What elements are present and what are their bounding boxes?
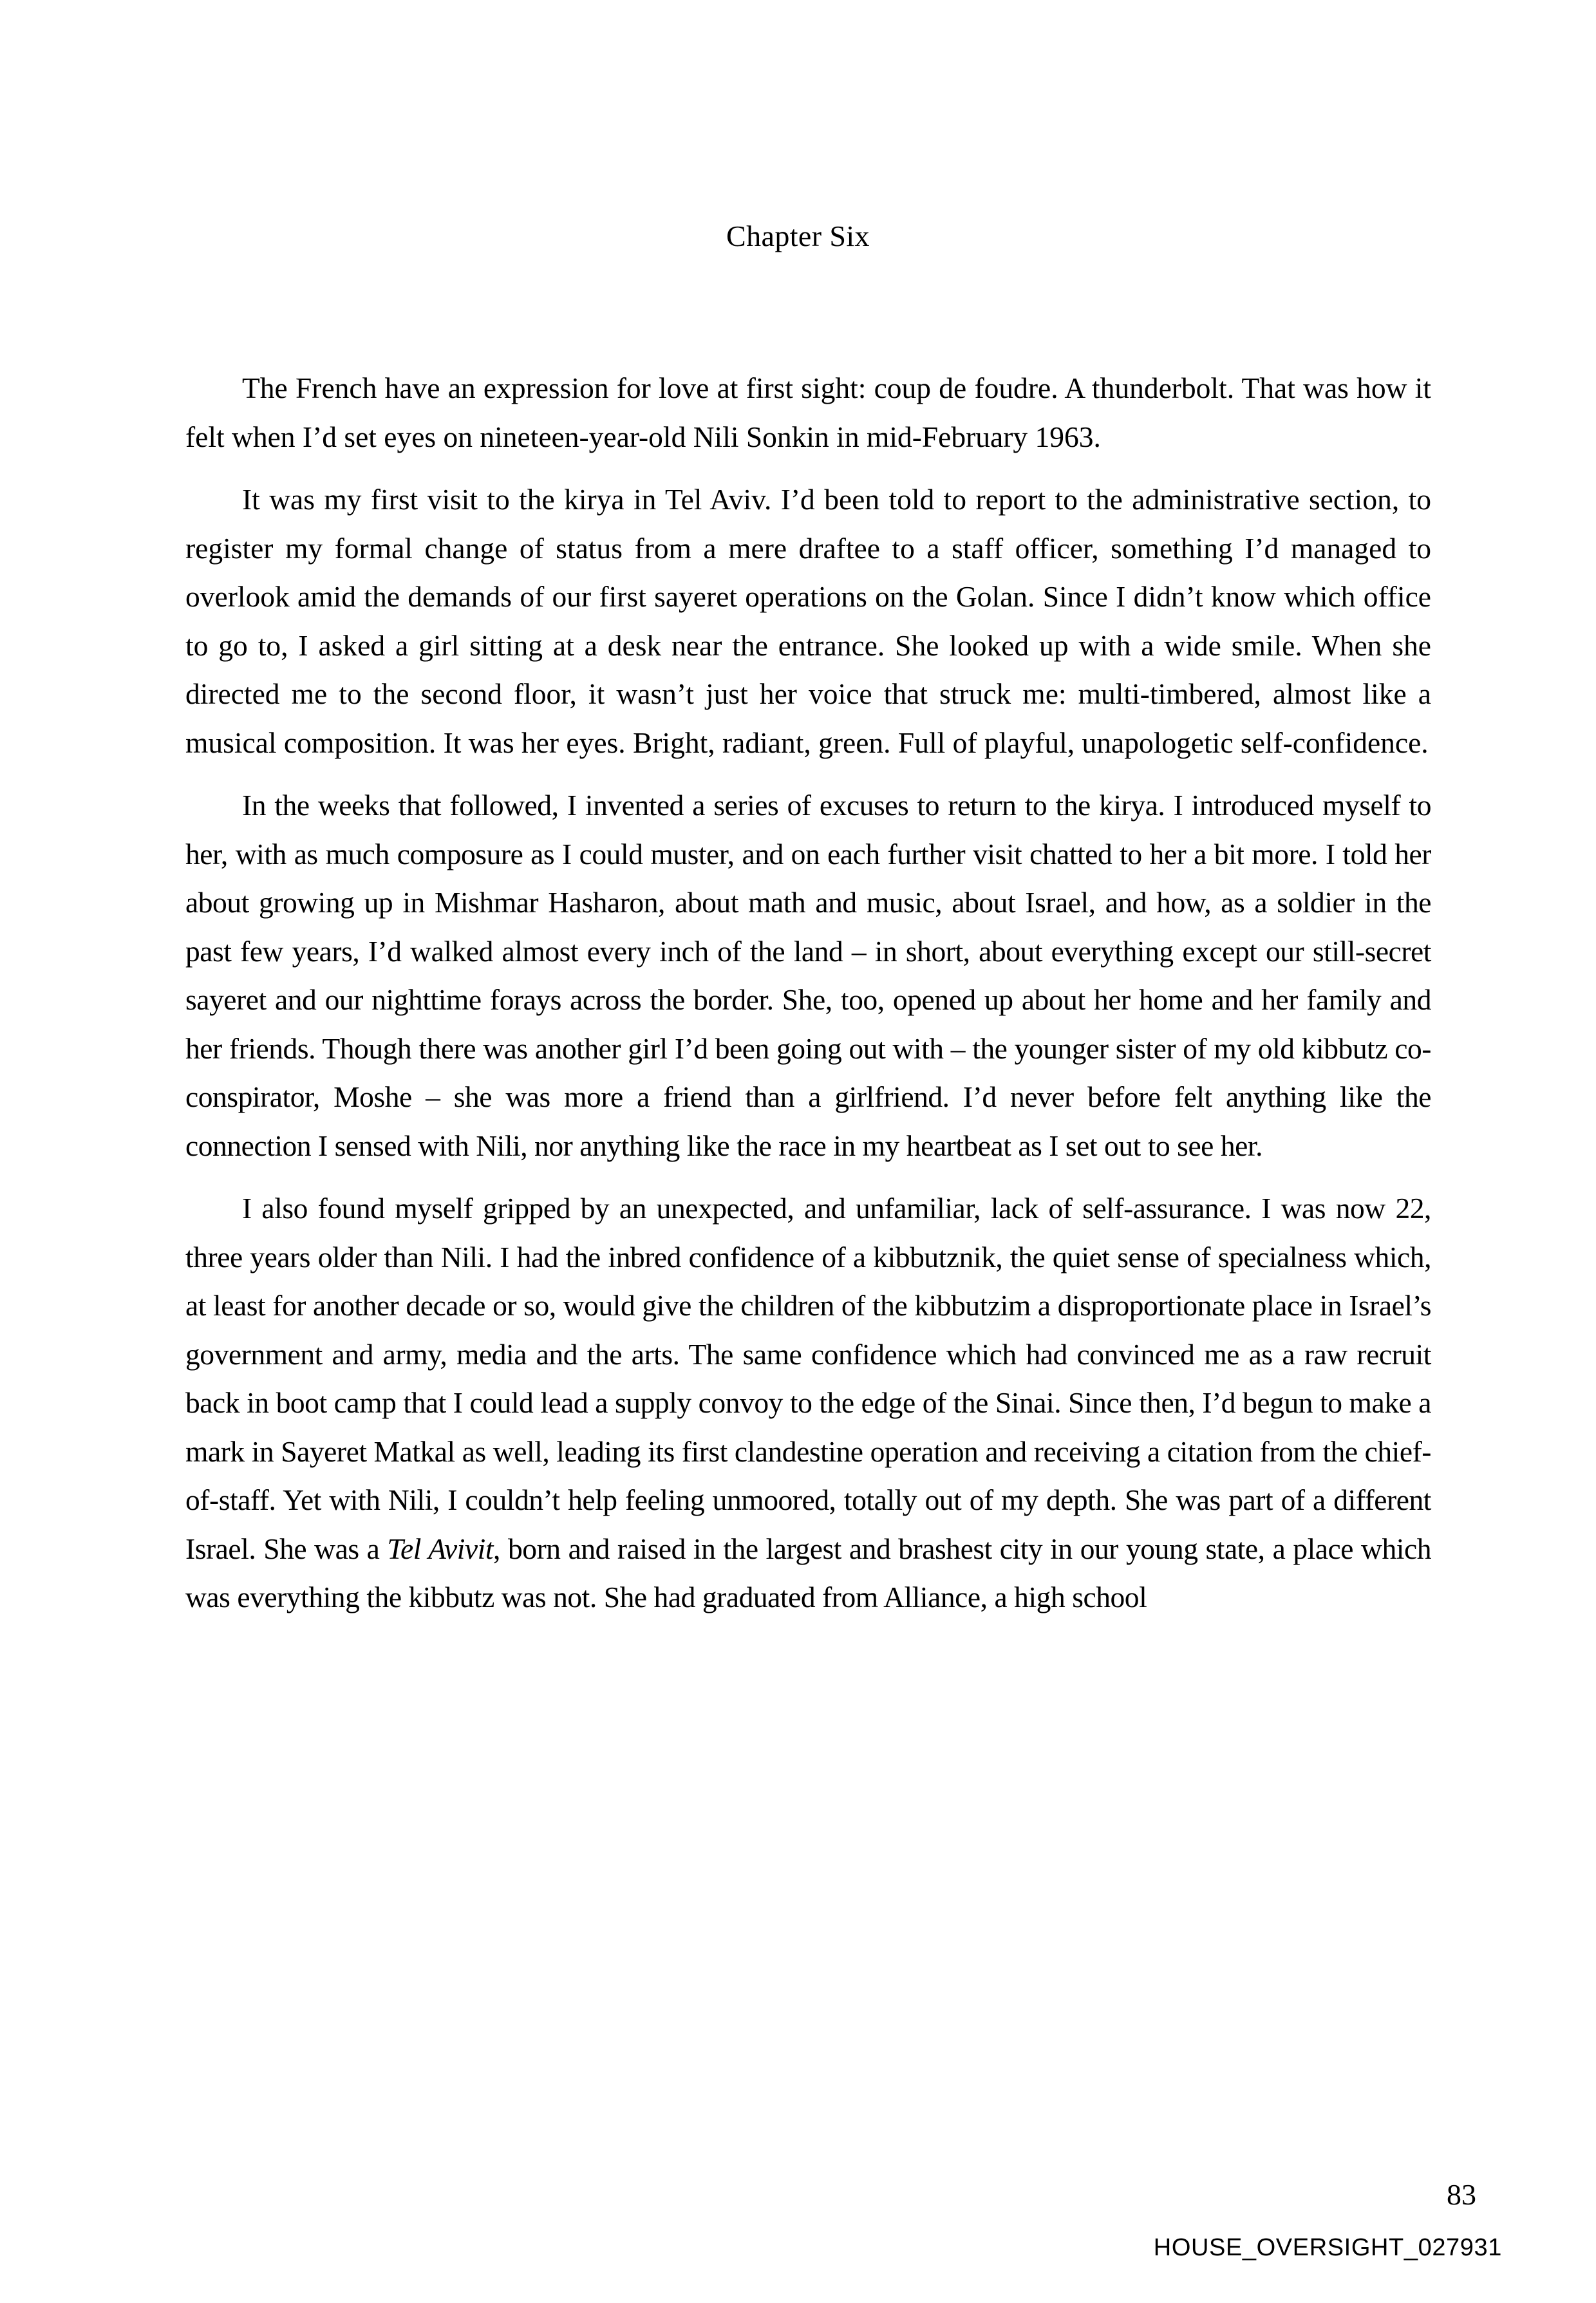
paragraph-1: The French have an expression for love at first sight: coup de foudre. A thunderbolt. That was how it felt when I’d set eyes on nineteen-year-old Nili Sonkin in mid-February 1963. [185,371,1431,453]
bates-number: HOUSE_OVERSIGHT_027931 [1153,2234,1502,2261]
paragraph-2: It was my first visit to the kirya in Tel Aviv. I’d been told to report to the administrative section, to register my formal change of status from a mere draftee to a staff officer, something I’d managed to overlook amid the demands of our first sayeret operations on the Golan. Since I didn’t know which office to go to, I asked a girl sitting at a desk near the entrance. She looked up with a wide smile. When she directed me to the second floor, it wasn’t just her voice that struck me: multi-timbered, almost like a musical composition. It was her eyes. Bright, radiant, green. Full of playful, unapologetic self-confidence. [185,483,1431,759]
paragraph-4-text: I also found myself gripped by an unexpected, and unfamiliar, lack of self-assurance. I was now 22, three years older than Nili. I had the inbred confidence of a kibbutznik, the quiet sense of specialness which, at least for another decade or so, would give the children of the kibbutzim a disproportionate place in Israel’s government and army, media and the arts. The same confidence which had convinced me as a raw recruit back in boot camp that I could lead a supply convoy to the edge of the Sinai. Since then, I’d begun to make a mark in Sayeret Matkal as well, leading its first clandestine operation and receiving a citation from the chief-of-staff. Yet with Nili, I couldn’t help feeling unmoored, totally out of my depth. She was part of a different Israel. She was a Tel Avivit, born and raised in the largest and brashest city in our young state, a place which was everything the kibbutz was not. She had graduated from Alliance, a high school [185,1192,1431,1613]
body-text [185,364,1431,1622]
page-number: 83 [1447,2178,1476,2211]
italic-phrase: Tel Avivit [387,1532,494,1565]
chapter-title: Chapter Six [726,220,870,252]
paragraph-4 [185,1184,1431,1622]
paragraph-3: In the weeks that followed, I invented a series of excuses to return to the kirya. I introduced myself to her, with as much composure as I could muster, and on each further visit chatted to her a bit more. I told her about growing up in Mishmar Hasharon, about math and music, about Israel, and how, as a soldier in the past few years, I’d walked almost every inch of the land – in short, about everything except our still-secret sayeret and our nighttime forays across the border. She, too, opened up about her home and her family and her friends. Though there was another girl I’d been going out with – the younger sister of my old kibbutz co-conspirator, Moshe – she was more a friend than a girlfriend. I’d never before felt anything like the connection I sensed with Nili, nor anything like the race in my heartbeat as I set out to see her. [185,789,1431,1162]
